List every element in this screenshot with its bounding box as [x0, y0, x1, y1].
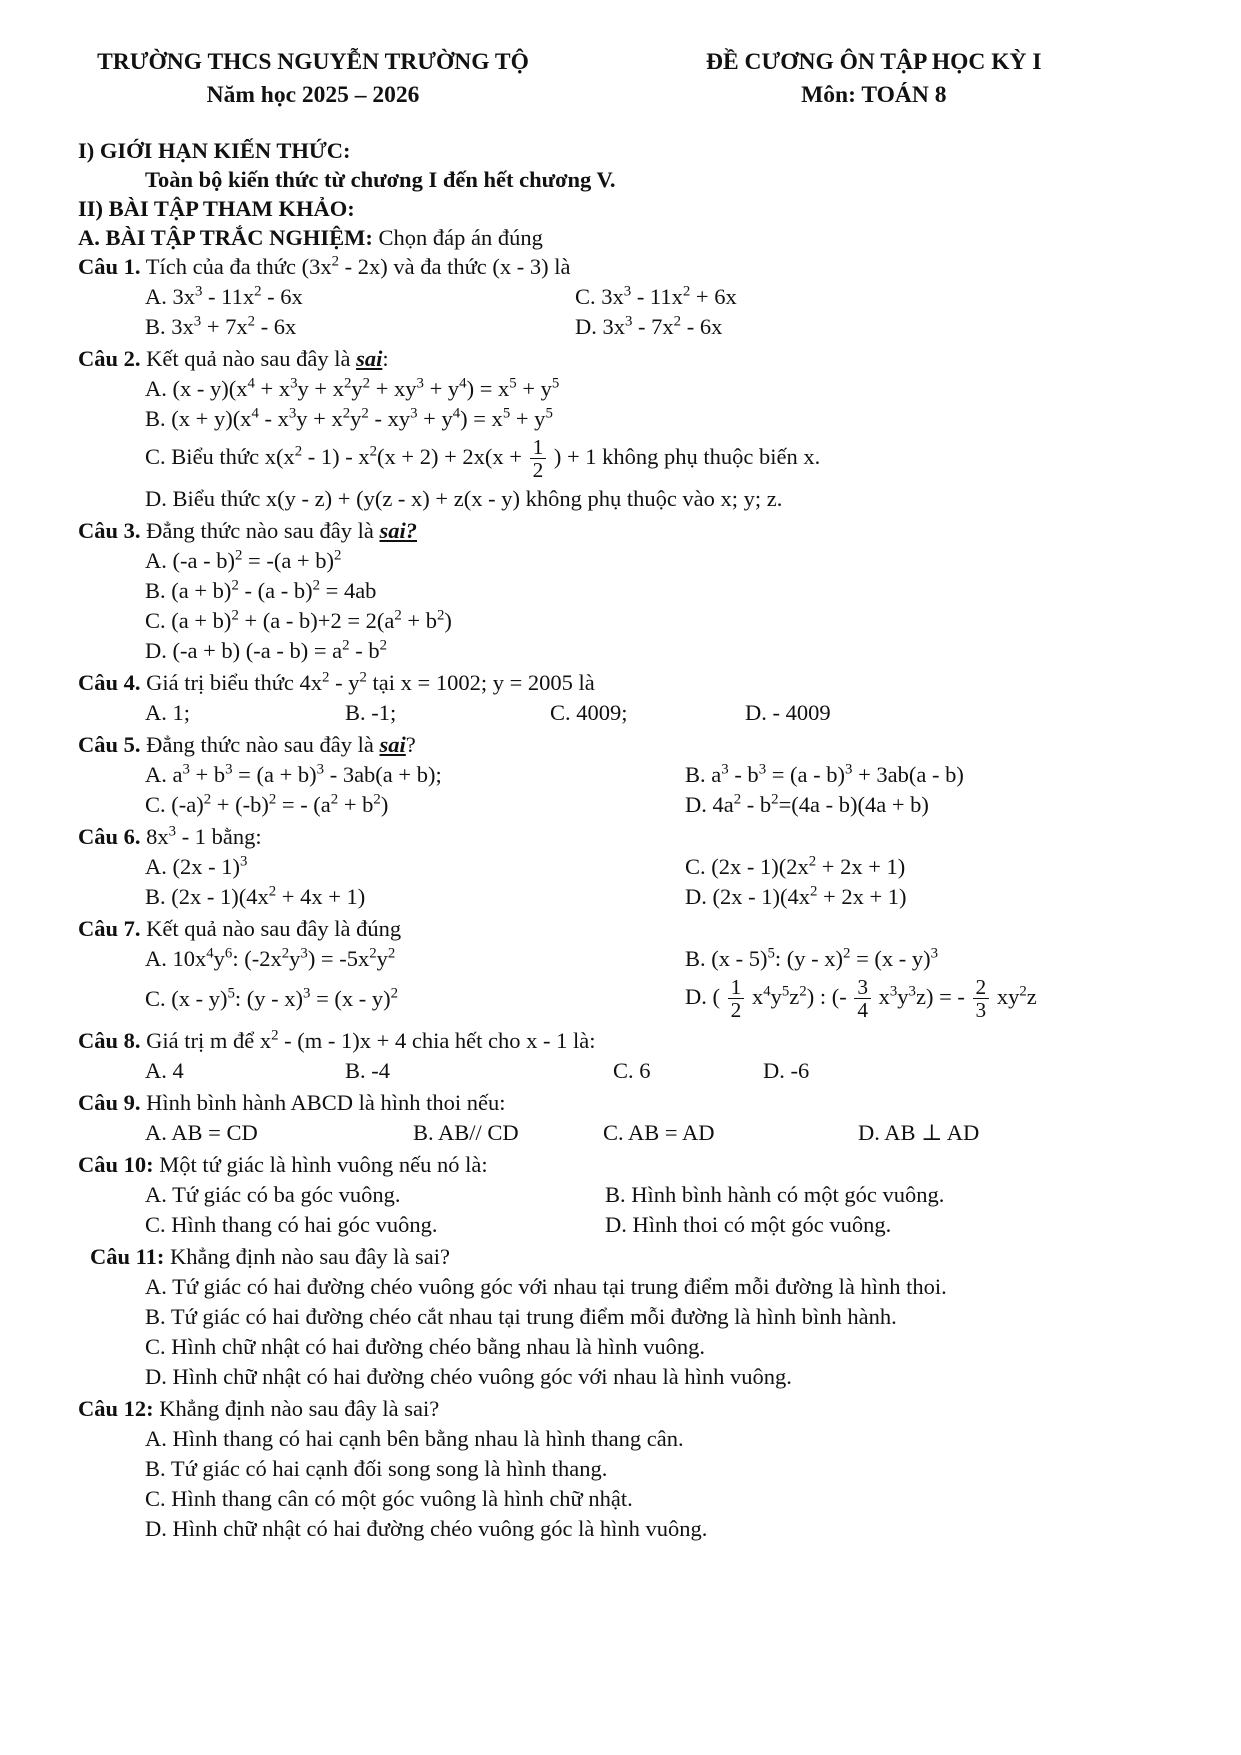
question-1-prompt: Câu 1. Tích của đa thức $(3x^2 - 2x)$ và đa thức (x - 3) là — [78, 253, 571, 279]
question-7-option-A: A. $10x^4y^6$: $(-2x^2y^3) = -5x^2y^2$ — [145, 945, 396, 971]
option-row — [78, 1362, 1205, 1392]
option-row — [78, 1484, 1205, 1514]
superscript: 2 — [379, 637, 388, 654]
question-9-prompt: Câu 9. Hình bình hành ABCD là hình thoi nếu: — [78, 1089, 506, 1115]
question-4-label: Câu 4. — [78, 669, 141, 695]
header-school-block — [78, 46, 548, 112]
question-3-option-B: B. $(a + b)^2 - (a - b)^2 = 4ab$ — [145, 577, 377, 603]
question-8-prompt: Câu 8. Giá trị m để $x^2 - (m - 1)x + 4$ chia hết cho x - 1 là: — [78, 1027, 596, 1053]
question-1-option-B: B. $3x^3 + 7x^2 - 6x$ — [145, 313, 297, 339]
option-row — [78, 546, 1205, 576]
document-header — [78, 46, 1205, 112]
option-row — [78, 404, 1205, 434]
superscript: 2 — [361, 405, 369, 422]
superscript: 3 — [416, 375, 424, 392]
question-5-option-B: B. $a^3 - b^3 = (a - b)^3 + 3ab(a - b)$ — [685, 761, 964, 787]
superscript: 3 — [410, 405, 418, 422]
option-row — [78, 1332, 1205, 1362]
question-2-option-C: C. Biểu thức $x(x^2 - 1) - x^2(x + 2) + 2x(x$ + $\frac{1}{2}$ ) + 1 không phụ thuộc biến x. — [145, 435, 821, 483]
option-row — [78, 1056, 1205, 1086]
question-7-option-D: D. ( $\frac{1}{2}$ $x^4y^5z^2$) : (- $\frac{3}{4}$ $x^3y^3z$) = - $\frac{2}{3}$ $xy^2z$ — [685, 974, 1037, 1023]
question-2-option-A: A. $(x - y)(x^4 + x^3y + x^2y^2 + xy^3 + y^4) = x^5 + y^5$ — [145, 375, 560, 401]
question-12-option-D: D. Hình chữ nhật có hai đường chéo vuông góc là hình vuông. — [145, 1515, 708, 1541]
superscript: 4 — [251, 405, 259, 422]
superscript: 2 — [733, 791, 742, 808]
question-10-prompt: Câu 10: Một tứ giác là hình vuông nếu nó là: — [78, 1151, 488, 1177]
superscript: 3 — [721, 761, 729, 778]
superscript: 5 — [509, 375, 517, 392]
superscript: 2 — [362, 375, 371, 392]
question-11-option-D: D. Hình chữ nhật có hai đường chéo vuông góc với nhau là hình vuông. — [145, 1363, 792, 1389]
superscript: 3 — [193, 313, 202, 330]
option-row — [78, 312, 1205, 342]
question-8-label: Câu 8. — [78, 1027, 141, 1053]
option-row — [78, 636, 1205, 666]
question-6-option-D: D. $(2x - 1)(4x^2 + 2x + 1)$ — [685, 883, 907, 909]
question-9-option-D: D. AB ⊥ AD — [858, 1119, 980, 1145]
superscript: 3 — [290, 375, 298, 392]
option-row — [78, 1424, 1205, 1454]
superscript: 2 — [268, 791, 277, 808]
school-name: TRƯỜNG THCS NGUYỄN TRƯỜNG TỘ — [97, 49, 529, 75]
question-5-option-A: A. $a^3 + b^3 = (a + b)^3 - 3ab(a + b)$; — [145, 761, 442, 787]
superscript: 2 — [437, 607, 445, 624]
question-9-option-A: A. AB = CD — [145, 1119, 258, 1145]
superscript: 4 — [452, 405, 461, 422]
option-row — [78, 1210, 1205, 1240]
option-row — [78, 1302, 1205, 1332]
emphasized-word: sai? — [379, 517, 418, 543]
superscript: 3 — [195, 283, 203, 300]
question-2-option-B: B. $(x + y)(x^4 - x^3y + x^2y^2 - xy^3 + y^4) = x^5 + y^5$ — [145, 405, 553, 431]
question-1-option-A: A. $3x^3 - 11x^2 - 6x$ — [145, 283, 303, 309]
superscript: 2 — [808, 853, 817, 870]
fraction: $\frac{1}{2}$ — [530, 436, 547, 482]
question-2-label: Câu 2. — [78, 346, 141, 371]
superscript: 2 — [294, 443, 303, 460]
option-row — [78, 1180, 1205, 1210]
question-6-option-C: C. $(2x - 1)(2x^2 + 2x + 1)$ — [685, 853, 906, 879]
superscript: 2 — [312, 577, 320, 594]
section-1-body: Toàn bộ kiến thức từ chương I đến hết chương V. — [145, 167, 616, 192]
fraction: $\frac{2}{3}$ — [973, 976, 990, 1022]
superscript: 2 — [799, 983, 807, 1000]
superscript: 3 — [758, 761, 767, 778]
emphasized-word: sai — [356, 346, 383, 371]
superscript: 2 — [359, 669, 367, 686]
section-1-title: I) GIỚI HẠN KIẾN THỨC: — [78, 138, 351, 163]
question-12-prompt: Câu 12: Khẳng định nào sau đây là sai? — [78, 1395, 440, 1421]
section-2-title: II) BÀI TẬP THAM KHẢO: — [78, 196, 355, 221]
superscript: 2 — [843, 945, 851, 962]
question-7-option-B: B. (x - 5)$^5$: (y - x)$^2$ = (x - y)$^3$ — [685, 945, 939, 971]
question-11 — [78, 1242, 1205, 1392]
question-9-label: Câu 9. — [78, 1089, 141, 1115]
question-8-option-C: C. 6 — [613, 1057, 651, 1083]
superscript: 2 — [330, 791, 339, 808]
question-4-option-B: B. -1; — [345, 699, 397, 725]
superscript: 2 — [771, 791, 779, 808]
question-8-option-A: A. 4 — [145, 1057, 184, 1083]
superscript: 3 — [625, 313, 633, 330]
superscript: 2 — [268, 883, 277, 900]
document-subject: Môn: TOÁN 8 — [801, 82, 947, 108]
superscript: 2 — [231, 607, 239, 624]
superscript: 2 — [231, 577, 239, 594]
question-4-option-C: C. 4009; — [550, 699, 628, 725]
question-6 — [78, 822, 1205, 912]
option-row — [78, 1118, 1205, 1148]
option-row — [78, 852, 1205, 882]
question-11-option-C: C. Hình chữ nhật có hai đường chéo bằng nhau là hình vuông. — [145, 1333, 705, 1359]
question-2 — [78, 344, 1205, 514]
superscript: 3 — [182, 761, 190, 778]
question-9 — [78, 1088, 1205, 1148]
option-row — [78, 1454, 1205, 1484]
superscript: 2 — [387, 945, 396, 962]
question-4-option-D: D. - 4009 — [745, 699, 831, 725]
superscript: 3 — [168, 823, 177, 840]
option-row — [78, 760, 1205, 790]
question-7-label: Câu 7. — [78, 915, 141, 941]
questions — [78, 252, 1205, 1544]
superscript: 2 — [373, 791, 381, 808]
superscript: 2 — [203, 791, 212, 808]
question-12-option-B: B. Tứ giác có hai cạnh đối song song là hình thang. — [145, 1455, 608, 1481]
school-year: Năm học 2025 – 2026 — [206, 82, 420, 108]
question-12-option-C: C. Hình thang cân có một góc vuông là hình chữ nhật. — [145, 1485, 633, 1511]
section-2a-note: Chọn đáp án đúng — [372, 225, 543, 250]
question-11-option-A: A. Tứ giác có hai đường chéo vuông góc với nhau tại trung điểm mỗi đường là hình thoi. — [145, 1273, 947, 1299]
option-row — [78, 282, 1205, 312]
question-5-option-D: D. $4a^2 - b^2=(4a - b)(4a + b)$ — [685, 791, 929, 817]
emphasized-word: sai — [379, 731, 406, 757]
superscript: 2 — [254, 283, 262, 300]
question-5-prompt: Câu 5. Đẳng thức nào sau đây là sai? — [78, 731, 416, 757]
superscript: 3 — [623, 283, 632, 300]
question-2-prompt: Câu 2. Kết quả nào sau đây là sai: — [78, 346, 389, 371]
superscript: 2 — [322, 669, 330, 686]
superscript: 4 — [206, 945, 214, 962]
option-row — [78, 790, 1205, 820]
superscript: 3 — [889, 983, 898, 1000]
option-row — [78, 374, 1205, 404]
superscript: 2 — [247, 313, 256, 330]
question-2-option-D: D. Biểu thức x(y - z) + (y(z - x) + z(x - y) không phụ thuộc vào x; y; z. — [145, 485, 783, 511]
question-12-option-A: A. Hình thang có hai cạnh bên bằng nhau là hình thang cân. — [145, 1425, 684, 1451]
superscript: 2 — [682, 283, 691, 300]
question-10-label: Câu 10: — [78, 1151, 154, 1177]
superscript: 5 — [767, 945, 775, 962]
superscript: 3 — [303, 985, 311, 1002]
option-row — [78, 974, 1205, 1024]
option-row — [78, 1272, 1205, 1302]
question-1 — [78, 252, 1205, 342]
superscript: 2 — [390, 985, 399, 1002]
superscript: 2 — [234, 547, 243, 564]
superscript: 5 — [227, 985, 235, 1002]
superscript: 3 — [239, 853, 248, 870]
question-5-option-C: C. $(-a)^2 + (-b)^2$ = - $(a^2 + b^2)$ — [145, 791, 389, 817]
question-5-label: Câu 5. — [78, 731, 141, 757]
superscript: 2 — [331, 253, 340, 270]
superscript: 3 — [225, 761, 233, 778]
question-3-prompt: Câu 3. Đẳng thức nào sau đây là sai? — [78, 517, 418, 543]
question-12 — [78, 1394, 1205, 1544]
question-6-prompt: Câu 6. $8x^3 - 1$ bằng: — [78, 823, 262, 849]
superscript: 2 — [394, 607, 402, 624]
fraction: $\frac{1}{2}$ — [728, 976, 745, 1022]
superscript: 2 — [1019, 983, 1027, 1000]
question-12-label: Câu 12: — [78, 1395, 154, 1421]
superscript: 2 — [342, 405, 351, 422]
superscript: 2 — [271, 1027, 279, 1044]
superscript: 3 — [316, 761, 325, 778]
option-row — [78, 944, 1205, 974]
question-6-option-B: B. $(2x - 1)(4x^2 + 4x + 1)$ — [145, 883, 366, 909]
question-8-option-B: B. -4 — [345, 1057, 391, 1083]
question-3-label: Câu 3. — [78, 517, 141, 543]
superscript: 5 — [781, 983, 790, 1000]
question-3-option-A: A. $(-a - b)^2 = -(a + b)^2$ — [145, 547, 342, 573]
question-10-option-B: B. Hình bình hành có một góc vuông. — [605, 1181, 945, 1207]
question-7-prompt: Câu 7. Kết quả nào sau đây là đúng — [78, 915, 402, 941]
option-row — [78, 576, 1205, 606]
superscript: 3 — [930, 945, 939, 962]
question-6-label: Câu 6. — [78, 823, 141, 849]
superscript: 6 — [224, 945, 233, 962]
superscript: 2 — [333, 547, 342, 564]
option-row — [78, 882, 1205, 912]
superscript: 3 — [845, 761, 853, 778]
question-11-label: Câu 11: — [90, 1243, 165, 1269]
question-8-option-D: D. -6 — [763, 1057, 810, 1083]
superscript: 2 — [342, 637, 350, 654]
superscript: 2 — [369, 443, 378, 460]
superscript: 2 — [673, 313, 682, 330]
superscript: 2 — [281, 945, 290, 962]
question-10-option-A: A. Tứ giác có ba góc vuông. — [145, 1181, 401, 1207]
question-7-option-C: C. (x - y)$^5$: (y - x)$^3$ = (x - y)$^2$ — [145, 985, 399, 1011]
question-1-option-D: D. $3x^3 - 7x^2 - 6x$ — [575, 313, 723, 339]
question-9-option-C: C. AB = AD — [603, 1119, 715, 1145]
question-10-option-C: C. Hình thang có hai góc vuông. — [145, 1211, 438, 1237]
question-10 — [78, 1150, 1205, 1240]
question-11-prompt: Câu 11: Khẳng định nào sau đây là sai? — [90, 1243, 450, 1269]
superscript: 3 — [908, 983, 916, 1000]
option-row — [78, 484, 1205, 514]
option-row — [78, 606, 1205, 636]
superscript: 2 — [369, 945, 377, 962]
option-row — [78, 698, 1205, 728]
superscript: 3 — [300, 945, 308, 962]
section-2a-heading — [78, 223, 1205, 252]
question-8 — [78, 1026, 1205, 1086]
question-11-option-B: B. Tứ giác có hai đường chéo cắt nhau tại trung điểm mỗi đường là hình bình hành. — [145, 1303, 897, 1329]
superscript: 5 — [502, 405, 511, 422]
superscript: 2 — [809, 883, 818, 900]
section-2a-title: A. BÀI TẬP TRẮC NGHIỆM: — [78, 225, 373, 250]
question-7 — [78, 914, 1205, 1024]
question-3 — [78, 516, 1205, 666]
question-1-label: Câu 1. — [78, 254, 141, 279]
fraction: $\frac{3}{4}$ — [854, 976, 871, 1022]
question-4 — [78, 668, 1205, 728]
superscript: 5 — [545, 405, 553, 422]
header-title-block — [706, 46, 1042, 112]
question-6-option-A: A. (2x - 1)$^3$ — [145, 853, 248, 879]
question-3-option-C: C. $(a + b)^2 + (a - b)+2 = 2(a^2 + b^2)$ — [145, 607, 452, 633]
superscript: 3 — [288, 405, 297, 422]
question-10-option-D: D. Hình thoi có một góc vuông. — [605, 1211, 892, 1237]
superscript: 2 — [343, 375, 352, 392]
question-9-option-B: B. AB// CD — [413, 1119, 519, 1145]
question-5 — [78, 730, 1205, 820]
superscript: 5 — [551, 375, 560, 392]
superscript: 4 — [459, 375, 467, 392]
document-title: ĐỀ CƯƠNG ÔN TẬP HỌC KỲ I — [706, 49, 1042, 75]
option-row — [78, 1514, 1205, 1544]
question-1-option-C: C. $3x^3 - 11x^2 + 6x$ — [575, 283, 737, 309]
question-4-prompt: Câu 4. Giá trị biểu thức $4x^2 - y^2$ tại x = 1002; y = 2005 là — [78, 669, 595, 695]
superscript: 4 — [763, 983, 771, 1000]
question-4-option-A: A. 1; — [145, 699, 191, 725]
superscript: 4 — [247, 375, 255, 392]
question-3-option-D: D. (-a + b) $(-a - b) = a^2 - b^2$ — [145, 637, 388, 663]
option-row — [78, 434, 1205, 484]
